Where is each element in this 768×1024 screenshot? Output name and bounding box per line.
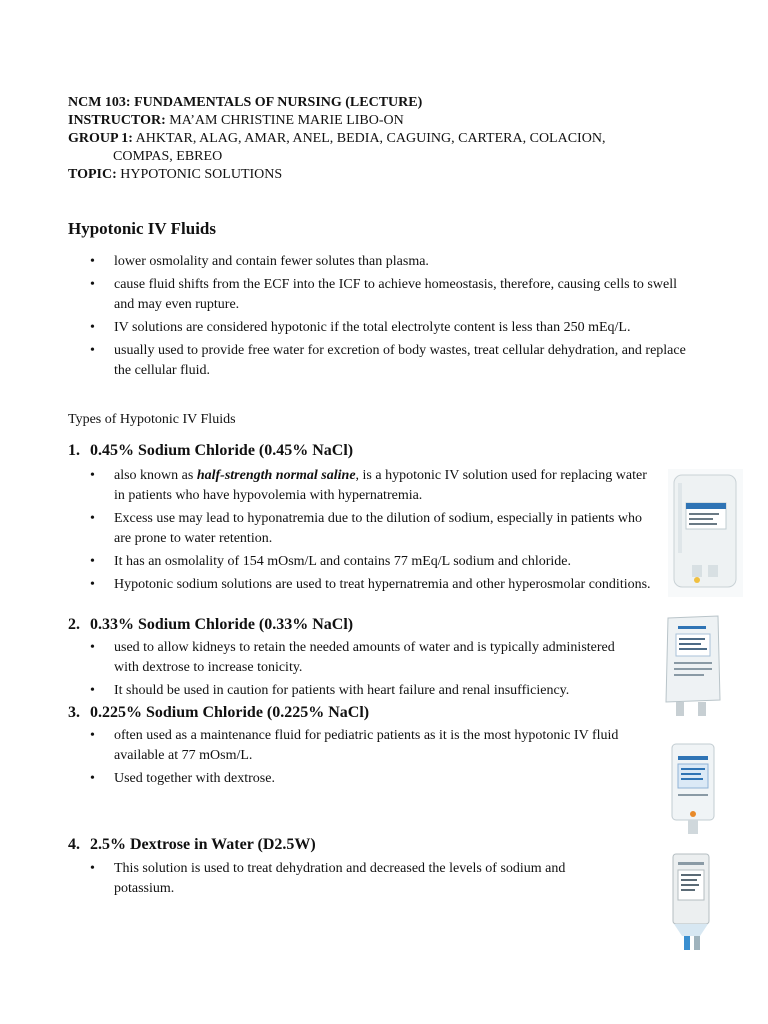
types-label: Types of Hypotonic IV Fluids: [68, 412, 236, 427]
group-label: GROUP 1:: [68, 131, 133, 146]
group-value: AHKTAR, ALAG, AMAR, ANEL, BEDIA, CAGUING, CARTERA, COLACION,: [132, 131, 606, 146]
topic-label: TOPIC:: [68, 167, 117, 182]
iv-bag-image-3: [668, 740, 718, 838]
item-number: 4.: [68, 836, 80, 853]
list-item: • It should be used in caution for patients with heart failure and renal insufficiency.: [90, 681, 630, 701]
item-heading-1: [68, 442, 353, 460]
section-bullets: [90, 252, 690, 384]
item-title: 0.33% Sodium Chloride (0.33% NaCl): [90, 616, 354, 633]
item-4-bullets: [90, 859, 620, 902]
list-item: • used to allow kidneys to retain the needed amounts of water and is typically administered with dextrose to increase tonicity.: [90, 638, 630, 678]
item-heading-4: [68, 836, 316, 854]
group-line-cont: [68, 148, 708, 166]
course-label: NCM 103: FUNDAMENTALS OF NURSING (LECTURE): [68, 95, 423, 110]
item-3-bullets: [90, 726, 630, 792]
instructor-value: MA’AM CHRISTINE MARIE LIBO-ON: [165, 113, 404, 128]
item-title: 2.5% Dextrose in Water (D2.5W): [90, 836, 316, 853]
item-heading-2: [68, 616, 353, 634]
topic-line: [68, 166, 708, 184]
item-number: 1.: [68, 442, 80, 459]
emphasis-text: half-strength normal saline: [196, 468, 356, 483]
list-item: • It has an osmolality of 154 mOsm/L and contains 77 mEq/L sodium and chloride.: [90, 552, 660, 572]
list-item: • Used together with dextrose.: [90, 769, 630, 789]
list-item: • often used as a maintenance fluid for pediatric patients as it is the most hypotonic IV fluid available at 77 mOsm/L.: [90, 726, 630, 766]
item-2-bullets: [90, 638, 630, 704]
item-heading-3: [68, 704, 369, 722]
list-item: • lower osmolality and contain fewer solutes than plasma.: [90, 252, 690, 272]
item-number: 3.: [68, 704, 80, 721]
group-line: [68, 130, 708, 148]
group-value-cont: COMPAS, EBREO: [113, 149, 223, 164]
list-item: • also known as half-strength normal saline, is a hypotonic IV solution used for replacing water in patients who have hypovolemia with hypernatremia.: [90, 466, 660, 506]
course-line: [68, 94, 708, 112]
list-item: • IV solutions are considered hypotonic if the total electrolyte content is less than 250 mEq/L.: [90, 318, 690, 338]
section-title: Hypotonic IV Fluids: [68, 219, 217, 238]
list-item: • cause fluid shifts from the ECF into the ICF to achieve homeostasis, therefore, causing cells to swell and may even rupture.: [90, 275, 690, 315]
list-item: • usually used to provide free water for excretion of body wastes, treat cellular dehydration, and replace the cellular fluid.: [90, 341, 690, 381]
iv-bag-image-4: [670, 852, 712, 954]
iv-bag-image-2: [662, 612, 724, 720]
iv-bag-image-1: [668, 469, 743, 597]
list-item: • Excess use may lead to hyponatremia due to the dilution of sodium, especially in patients who are prone to water retention.: [90, 509, 660, 549]
item-number: 2.: [68, 616, 80, 633]
list-item: • Hypotonic sodium solutions are used to treat hypernatremia and other hyperosmolar conditions.: [90, 575, 660, 595]
topic-value: HYPOTONIC SOLUTIONS: [116, 167, 283, 182]
instructor-label: INSTRUCTOR:: [68, 113, 166, 128]
item-title: 0.225% Sodium Chloride (0.225% NaCl): [90, 704, 370, 721]
list-item: • This solution is used to treat dehydration and decreased the levels of sodium and potassium.: [90, 859, 620, 899]
item-1-bullets: [90, 466, 660, 598]
instructor-line: [68, 112, 708, 130]
item-title: 0.45% Sodium Chloride (0.45% NaCl): [90, 442, 354, 459]
